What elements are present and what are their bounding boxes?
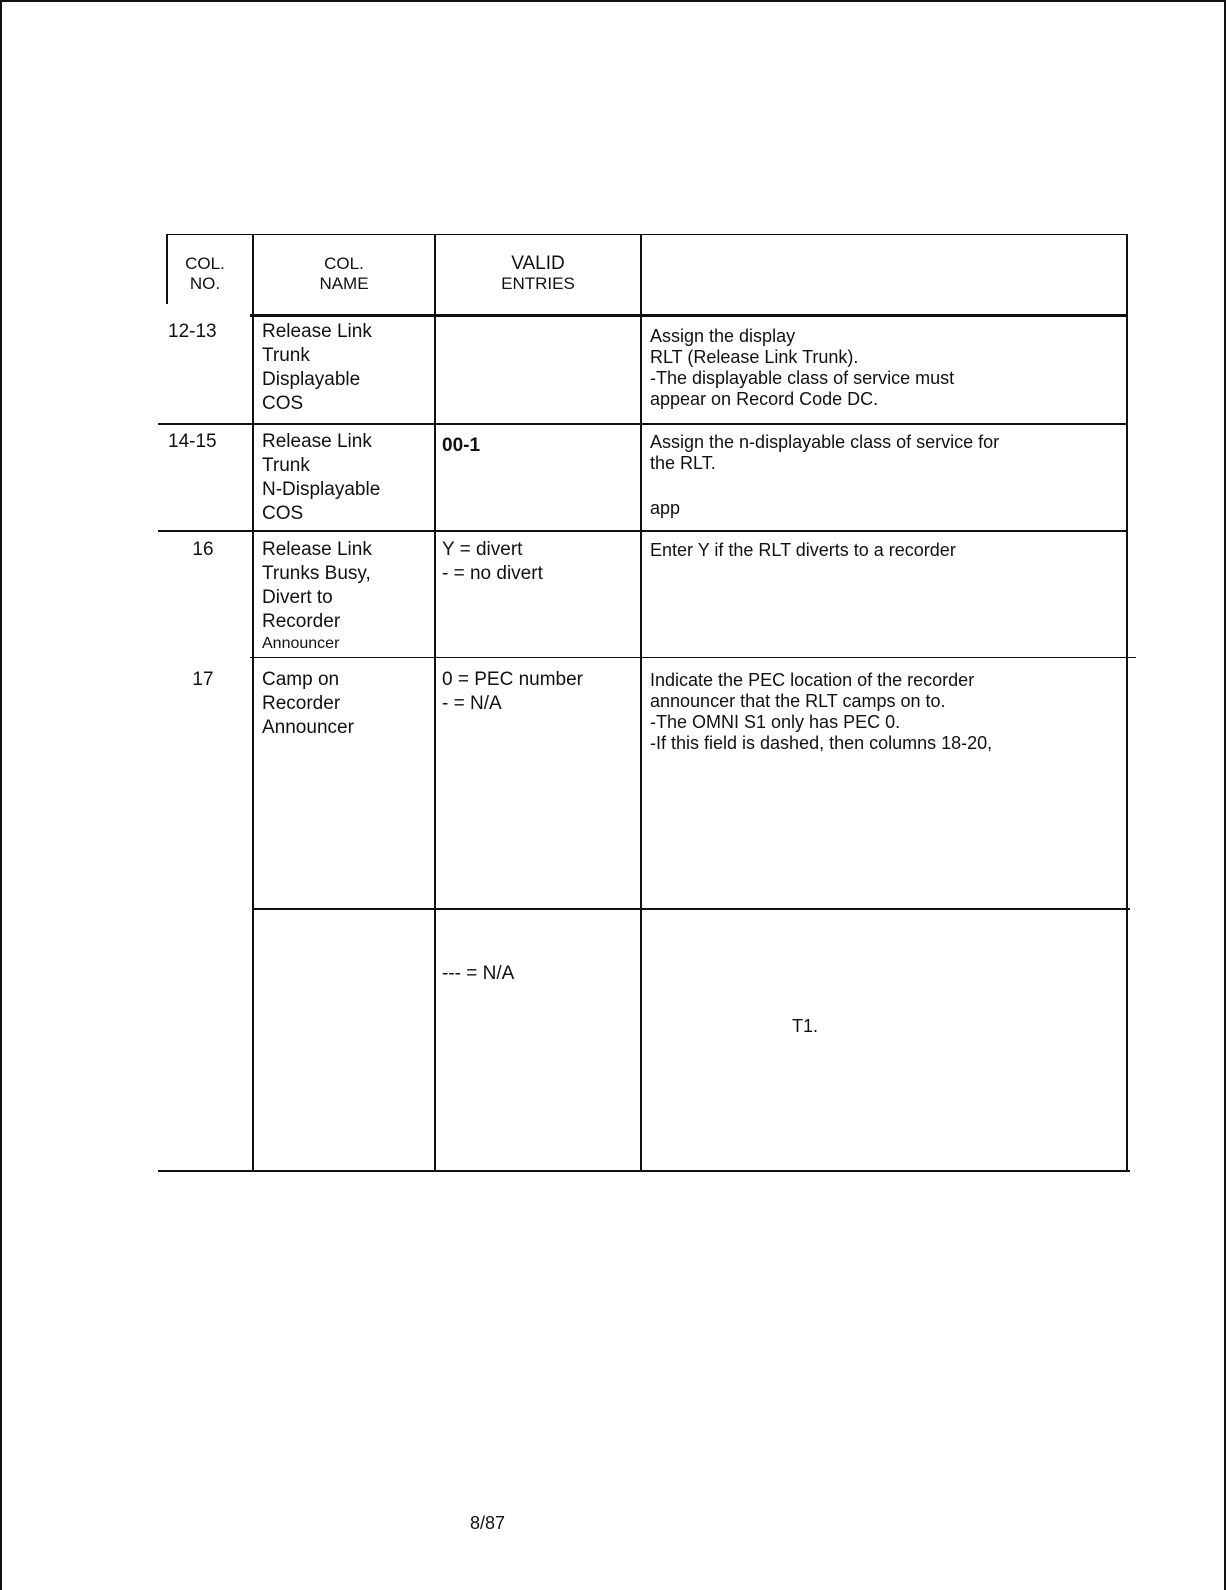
table-bottom-rule	[158, 1170, 1130, 1172]
column-rule	[434, 234, 436, 1170]
row-description: Enter Y if the RLT diverts to a recorder	[650, 540, 956, 560]
column-rule	[252, 234, 254, 1170]
row-col-no: 12-13	[168, 321, 217, 342]
row-rule	[158, 530, 1128, 532]
row-rule	[158, 423, 1128, 425]
row-valid-entries: 00-1	[442, 435, 481, 456]
row-valid-entries: Y = divert - = no divert	[442, 539, 543, 584]
table-top-rule	[168, 234, 1128, 235]
page-frame-left	[0, 0, 2, 1590]
header-valid-entries: VALID ENTRIES	[501, 253, 575, 293]
row-col-no: 16	[192, 539, 214, 560]
row-description: T1.	[792, 1016, 819, 1036]
row-col-name: Release Link Trunks Busy, Divert to Recorder Announcer	[262, 539, 372, 648]
row-col-no: 17	[192, 669, 214, 690]
row-valid-entries: --- = N/A	[442, 963, 515, 984]
header-col-name: COL. NAME	[319, 254, 369, 293]
row-description: Assign the display RLT (Release Link Trunk). -The displayable class of service must appear on Record Code DC.	[650, 326, 955, 409]
row-description: Indicate the PEC location of the recorder announcer that the RLT camps on to. -The OMNI S1 only has PEC 0. -If this field is dashed, then columns 18-20,	[650, 670, 993, 753]
page-number: 8/87	[470, 1513, 506, 1533]
header-rule	[250, 314, 1128, 317]
page-frame-top	[0, 0, 1226, 2]
row-col-name: Release Link Trunk Displayable COS	[262, 321, 372, 414]
table-right-rule	[1126, 234, 1128, 1170]
row-col-name: Camp on Recorder Announcer	[262, 669, 354, 738]
row-rule	[250, 657, 1136, 658]
row-valid-entries: 0 = PEC number - = N/A	[442, 669, 583, 714]
row-col-name: Release Link Trunk N-Displayable COS	[262, 431, 381, 524]
row-col-no: 14-15	[168, 431, 217, 452]
column-rule	[640, 234, 642, 1170]
row-description: Assign the n-displayable class of service for the RLT. app	[650, 432, 1000, 518]
record-code-table	[158, 234, 1144, 1172]
header-col-no: COL. NO.	[185, 254, 225, 293]
row-rule	[254, 908, 1130, 910]
